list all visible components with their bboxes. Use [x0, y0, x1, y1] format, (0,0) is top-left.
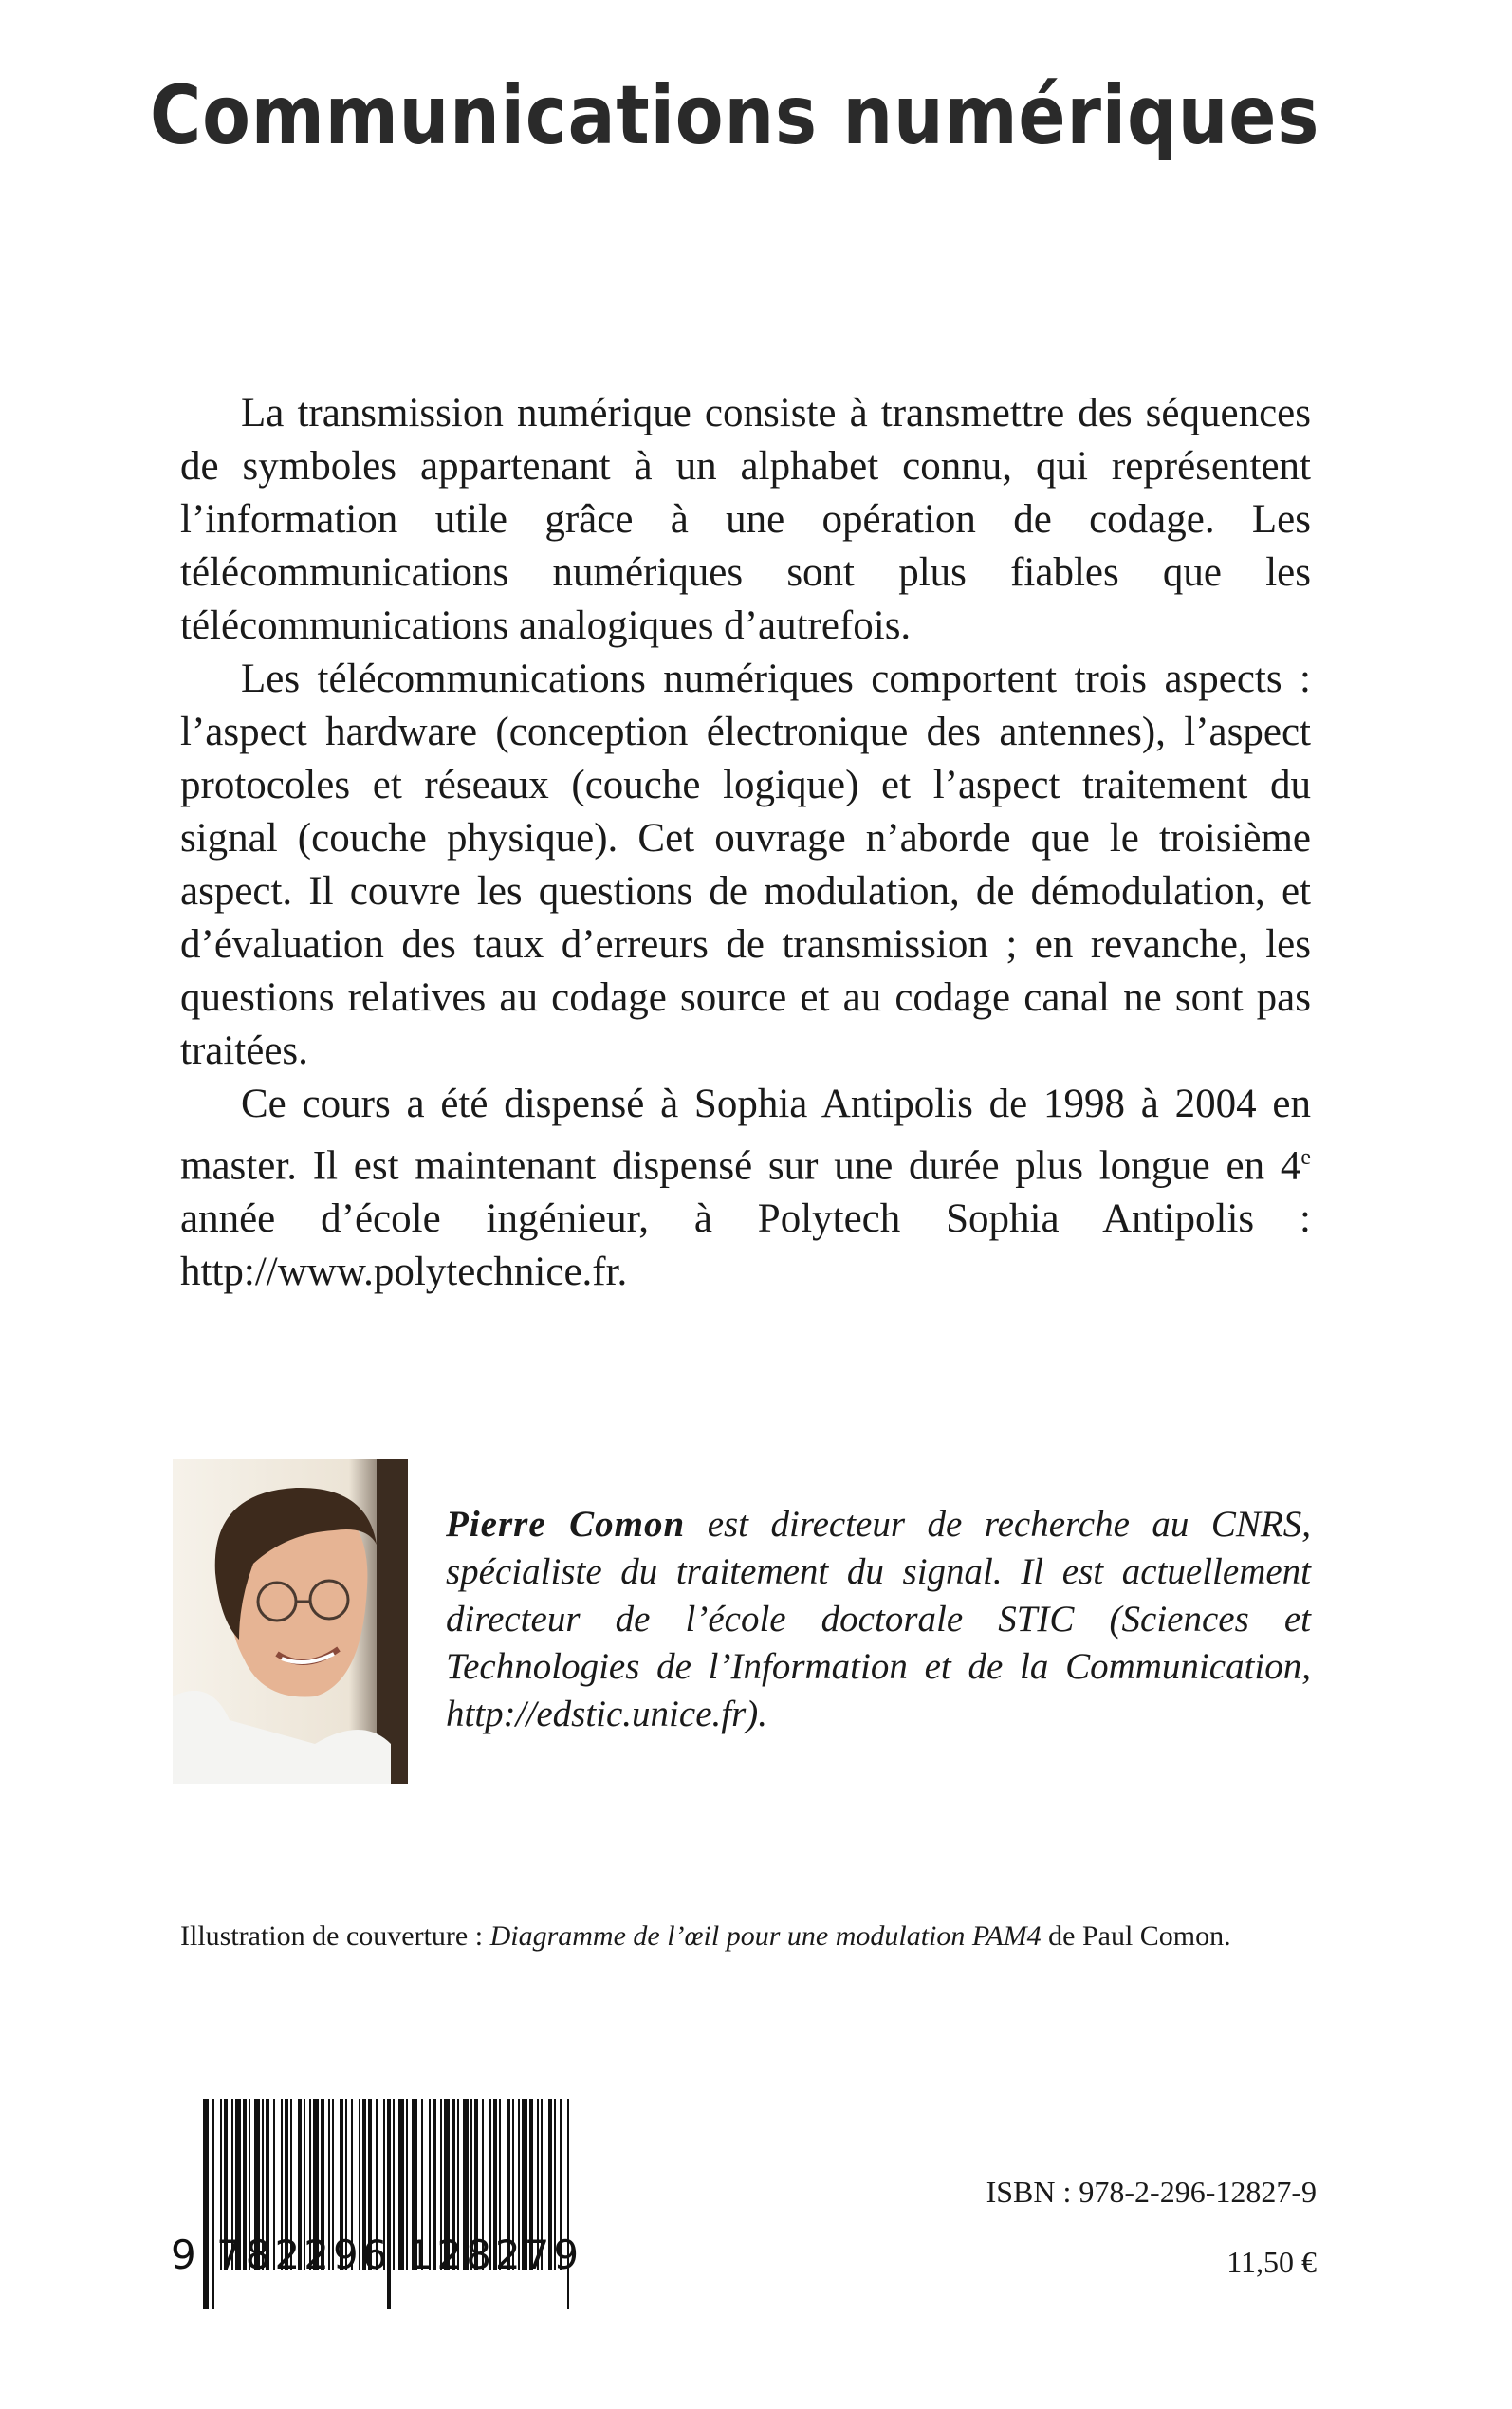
author-photo: [173, 1459, 408, 1784]
price: 11,50 €: [1226, 2245, 1317, 2279]
portrait-icon: [173, 1459, 408, 1784]
author-bio-text: est directeur de recherche au CNRS, spécialiste du traitement du signal. Il est actuellement directeur de l’école doctorale STIC (Sciences et Technologies de l’Information et de la Communication, http://edstic.unice.fr).: [446, 1504, 1312, 1734]
paragraph-3: [180, 1078, 1311, 1299]
paragraph-3-start: Ce cours a été dispensé à Sophia Antipolis de 1998 à 2004 en master. Il est maintenant dispensé sur une durée plus longue en 4: [180, 1082, 1311, 1189]
book-title: Communications numériques: [150, 68, 1320, 163]
isbn: ISBN : 978-2-296-12827-9: [986, 2175, 1317, 2209]
author-bio: [446, 1501, 1311, 1738]
back-cover-description: [180, 387, 1311, 1299]
author-name: Pierre Comon: [446, 1504, 686, 1545]
paragraph-2: Les télécommunications numériques comportent trois aspects : l’aspect hardware (conception électronique des antennes), l’aspect protocoles et réseaux (couche logique) et l’aspect traitement du signal (couche physique). Cet ouvrage n’aborde que le troisième aspect. Il couvre les questions de modulation, de démodulation, et d’évaluation des taux d’erreurs de transmission ; en revanche, les questions relatives au codage source et au codage canal ne sont pas traitées.: [180, 657, 1311, 1073]
paragraph-1: La transmission numérique consiste à transmettre des séquences de symboles appartenant à un alphabet connu, qui représentent l’information utile grâce à une opération de codage. Les télécommunications numériques sont plus fiables que les télécommunications analogiques d’autrefois.: [180, 391, 1311, 648]
paragraph-3-end: année d’école ingénieur, à Polytech Sophia Antipolis : http://www.polytechnice.fr.: [180, 1196, 1311, 1295]
ordinal-superscript: e: [1300, 1145, 1311, 1170]
illustration-title: Diagramme de l’œil pour une modulation PAM4: [489, 1920, 1042, 1952]
illustration-prefix: Illustration de couverture :: [180, 1920, 490, 1952]
illustration-suffix: de Paul Comon.: [1041, 1920, 1231, 1952]
barcode-digits: 9 782296 128279: [171, 2232, 583, 2278]
cover-illustration-credit: [180, 1917, 1328, 1956]
